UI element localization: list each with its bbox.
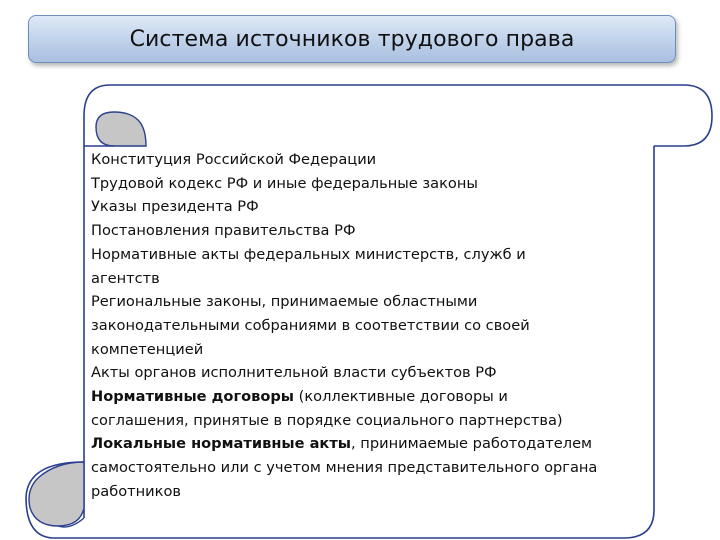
list-item: Постановления правительства РФ [91, 222, 356, 240]
list-item: Акты органов исполнительной власти субъектов РФ [91, 364, 497, 382]
local-acts-rest: , принимаемые работодателем [351, 435, 593, 453]
list-item: законодательными собраниями в соответствии со своей [91, 316, 530, 334]
list-item: Трудовой кодекс РФ и иные федеральные законы [91, 174, 478, 192]
local-acts-bold: Локальные нормативные акты [91, 435, 351, 453]
contracts-rest: (коллективные договоры и [294, 388, 508, 406]
list-item: компетенцией [91, 340, 204, 358]
scroll-top-curl-icon [96, 112, 146, 146]
list-item: Конституция Российской Федерации [91, 151, 377, 168]
list-item-contracts [91, 385, 651, 409]
list-item: Нормативные акты федеральных министерств, служб и [91, 245, 526, 263]
list-item: работников [91, 482, 182, 500]
scroll-bottom-curl-icon [29, 462, 84, 526]
list-item: соглашения, принятые в порядке социального партнерства) [91, 411, 563, 429]
page-title: Система источников трудового права [129, 26, 575, 52]
sources-list [91, 148, 651, 504]
list-item: Указы президента РФ [91, 198, 259, 216]
list-item: агентств [91, 269, 160, 287]
list-item: самостоятельно или с учетом мнения представительного органа [91, 459, 598, 477]
list-item-local-acts [91, 432, 651, 456]
list-item: Региональные законы, принимаемые областными [91, 293, 478, 311]
scroll-top-roll [110, 85, 712, 146]
contracts-bold: Нормативные договоры [91, 388, 295, 406]
